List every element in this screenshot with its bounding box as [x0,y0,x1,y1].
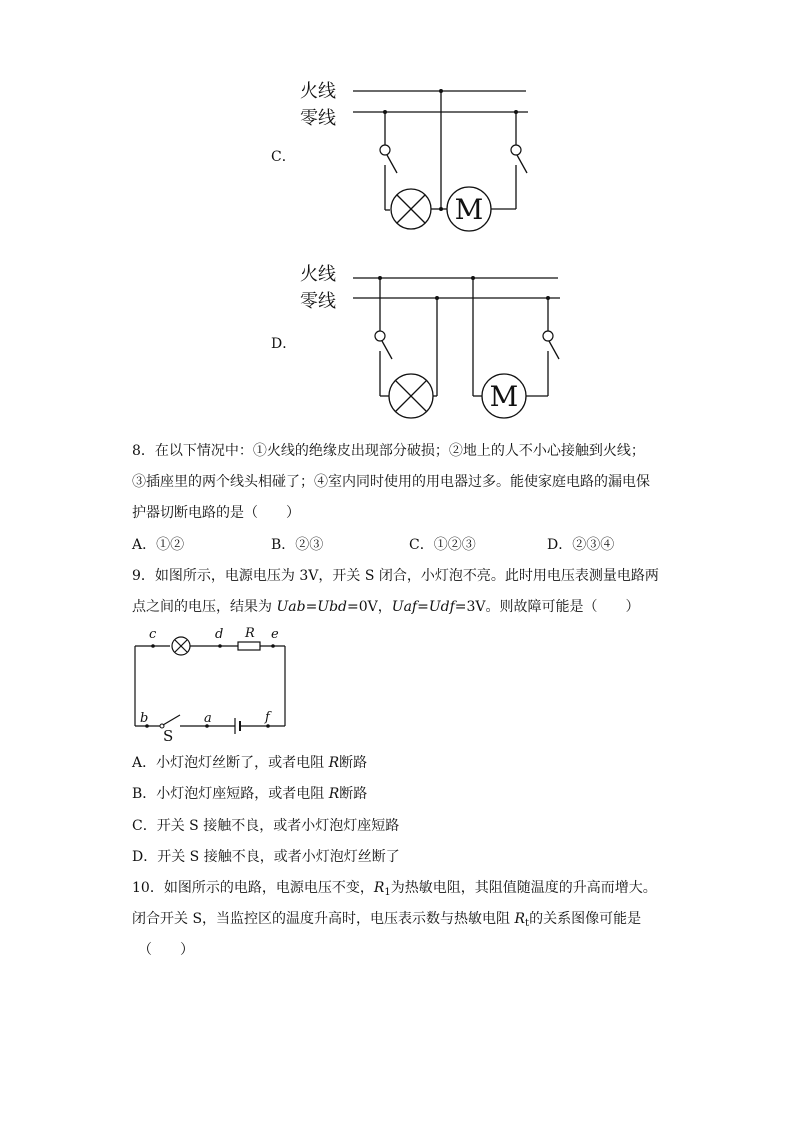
q10-line-1: 10．如图所示的电路，电源电压不变，$R_1$为热敏电阻，其阻值随温度的升高而增大。 [132,880,657,898]
live-wire-label: 火线 [300,81,336,102]
q9-line-1: 9．如图所示，电源电压为 3V，开关 S 闭合，小灯泡不亮。此时用电压表测量电路两 [132,568,659,584]
q9-option-d: D．开关 S 接触不良，或者小灯泡灯丝断了 [132,849,400,865]
resistor-r-label: R [245,626,255,641]
q8-option-b: B．②③ [271,537,324,553]
q9-option-c: C．开关 S 接触不良，或者小灯泡灯座短路 [132,818,400,834]
q8-option-a: A．①② [132,537,185,553]
q8-option-d: D．②③④ [547,537,615,553]
node-b-label: b [140,711,149,726]
figure-c-circuit [290,75,540,240]
figure-d-circuit [290,258,570,428]
option-d-label: D． [271,336,297,352]
switch-icon [543,331,553,341]
q10-line-2: 闭合开关 S，当监控区的温度升高时，电压表示数与热敏电阻 $R_t$的关系图像可能是 [132,911,642,929]
q9-option-b: B．小灯泡灯座短路，或者电阻 R断路 [132,786,368,802]
motor-label: M [489,380,519,413]
q9-circuit-diagram [125,622,295,744]
node-d-label: d [215,627,224,642]
q8-line-3: 护器切断电路的是（ ） [132,505,300,521]
option-c-label: C． [271,149,296,165]
q9-option-a: A．小灯泡灯丝断了，或者电阻 R断路 [132,755,368,771]
q8-line-1: 8．在以下情况中：①火线的绝缘皮出现部分破损；②地上的人不小心接触到火线； [132,443,645,459]
node-f-label: f [265,710,270,725]
node-c-label: c [149,627,157,642]
resistor-r [238,642,260,650]
neutral-wire-label: 零线 [300,291,336,312]
neutral-wire-label: 零线 [300,108,336,129]
q10-line-3: （ ） [138,942,194,958]
motor-label: M [454,193,484,226]
q8-line-2: ③插座里的两个线头相碰了；④室内同时使用的用电器过多。能使家庭电路的漏电保 [132,474,650,490]
node-a-label: a [204,711,212,726]
node-e-label: e [271,627,279,642]
switch-icon [375,331,385,341]
switch-s-label: S [163,727,174,744]
live-wire-label: 火线 [300,264,336,285]
q9-line-2: 点之间的电压，结果为 Uab=Ubd=0V，Uaf=Udf=3V。则故障可能是（ ） [132,599,640,615]
q8-option-c: C．①②③ [409,537,476,553]
switch-icon [380,145,390,155]
switch-icon [511,145,521,155]
